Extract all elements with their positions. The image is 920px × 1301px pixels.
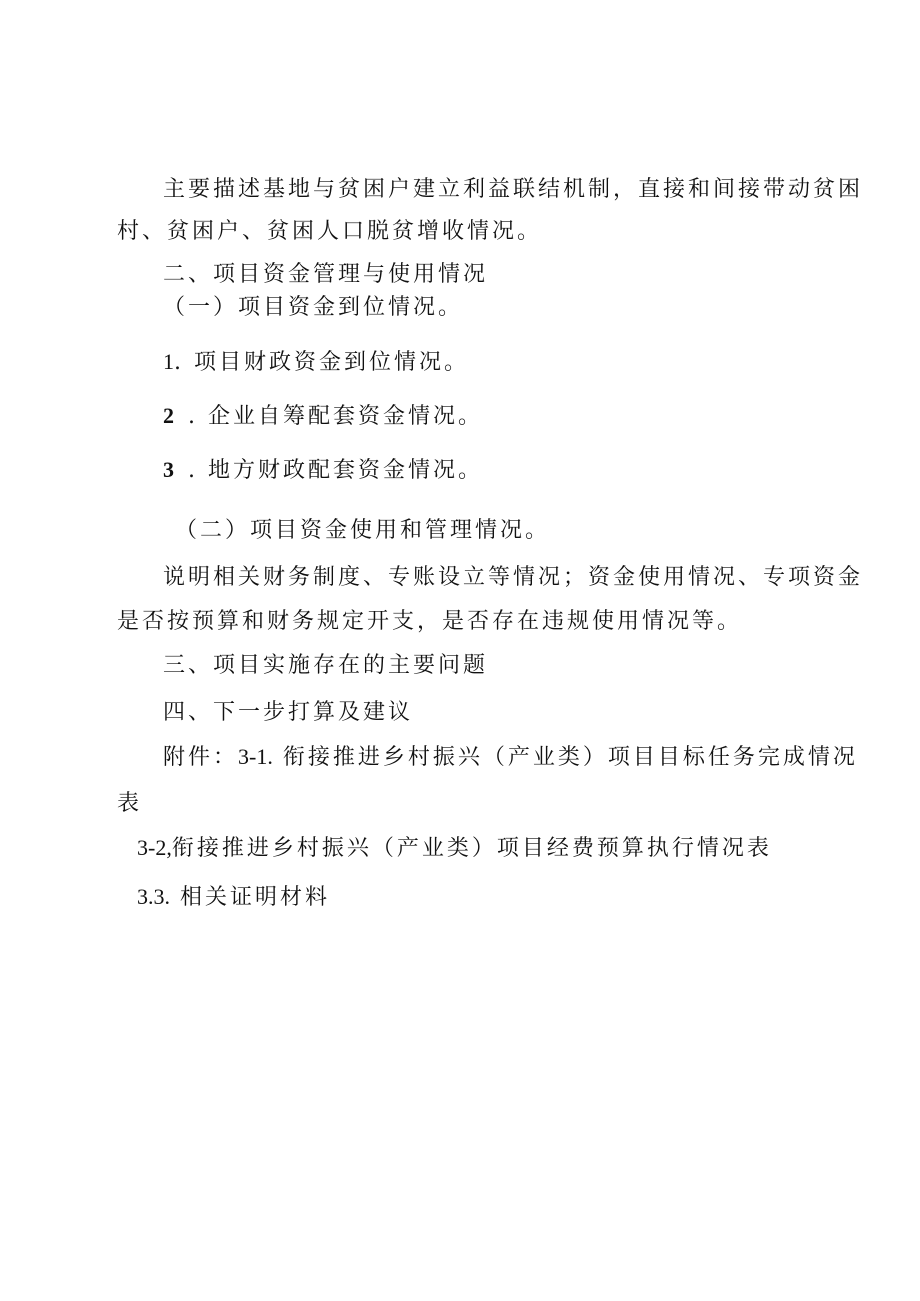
benefit-paragraph-line-2: 村、贫困户、贫困人口脱贫增收情况。 <box>117 219 543 244</box>
list-item-3 <box>163 459 483 482</box>
list-item-2-number: 2 <box>163 403 174 428</box>
attachment-1-text: 衔接推进乡村振兴（产业类）项目目标任务完成情况 <box>272 745 858 770</box>
list-item-2 <box>163 405 483 428</box>
list-item-3-number: 3 <box>163 457 174 482</box>
list-item-1 <box>163 351 469 374</box>
attachment-line-2 <box>137 837 772 860</box>
attachment-1-number: 3-1. <box>238 744 273 769</box>
section-2-heading: 二、项目资金管理与使用情况 <box>163 262 489 287</box>
section-2-2-heading: （二）项目资金使用和管理情况。 <box>175 518 551 543</box>
list-item-1-number: 1 <box>163 349 174 374</box>
section-3-heading: 三、项目实施存在的主要问题 <box>163 653 489 678</box>
attachment-2-text: 衔接推进乡村振兴（产业类）项目经费预算执行情况表 <box>171 836 772 861</box>
attachment-label: 附件： <box>163 745 239 770</box>
attachment-line-3 <box>137 886 330 909</box>
section-4-heading: 四、下一步打算及建议 <box>163 700 414 725</box>
list-item-3-text: . 地方财政配套资金情况。 <box>188 458 483 483</box>
attachment-1-wrap: 表 <box>117 791 143 816</box>
benefit-paragraph-line-1: 主要描述基地与贫困户建立利益联结机制，直接和间接带动贫困 <box>163 177 864 202</box>
section-2-1-heading: （一）项目资金到位情况。 <box>163 295 464 320</box>
list-item-2-text: . 企业自筹配套资金情况。 <box>188 404 483 429</box>
fund-paragraph-line-1: 说明相关财务制度、专账设立等情况；资金使用情况、专项资金 <box>163 565 864 590</box>
attachment-3-number: 3.3. <box>137 884 170 909</box>
attachment-2-number: 3-2, <box>137 835 172 860</box>
attachment-3-text: 相关证明材料 <box>170 885 330 910</box>
list-item-1-text: . 项目财政资金到位情况。 <box>174 350 469 375</box>
fund-paragraph-line-2: 是否按预算和财务规定开支，是否存在违规使用情况等。 <box>117 609 743 634</box>
attachment-line-1 <box>163 746 858 769</box>
